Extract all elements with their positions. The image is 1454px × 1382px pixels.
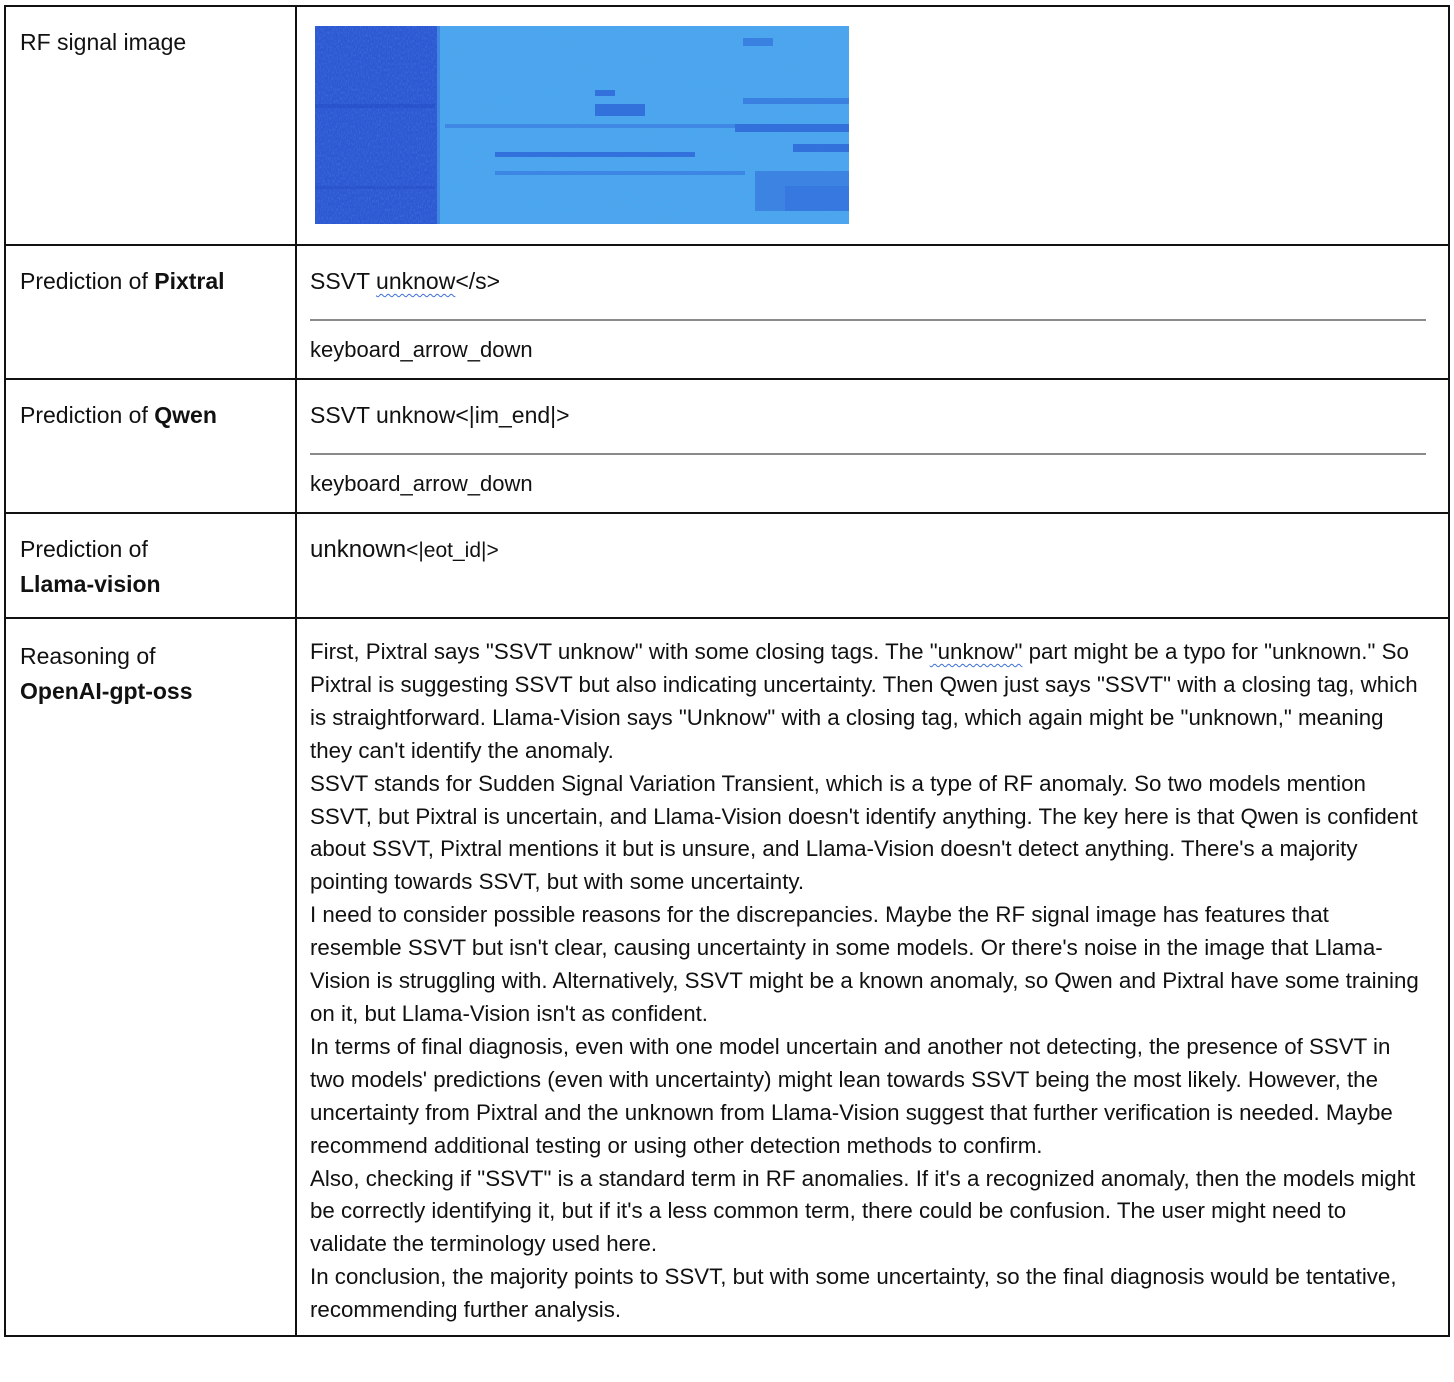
content-cell xyxy=(296,6,1449,245)
row-qwen xyxy=(5,379,1449,513)
reasoning-paragraph: I need to consider possible reasons for the discrepancies. Maybe the RF signal image has features that resemble SSVT but isn't clear, causing uncertainty in some models. Or there's noise in the image that Llama-Vision is struggling with. Alternatively, SSVT might be a known anomaly, so Qwen and Pixtral have some training on it, but Llama-Vision isn't as confident. xyxy=(310,902,1419,1026)
spellcheck-word: "unknow" xyxy=(929,639,1023,664)
keyboard-arrow-down-toggle[interactable]: keyboard_arrow_down xyxy=(310,337,533,362)
pixtral-prediction xyxy=(310,246,1426,299)
label-cell xyxy=(5,245,296,379)
llama-prediction xyxy=(310,514,1426,568)
label-cell xyxy=(5,6,296,245)
reasoning-paragraph: SSVT stands for Sudden Signal Variation Transient, which is a type of RF anomaly. So two models mention SSVT, but Pixtral is uncertain, and Llama-Vision doesn't identify anything. The key here is that Qwen is confident about SSVT, Pixtral mentions it but is unsure, and Llama-Vision doesn't detect anything. There's a majority pointing towards SSVT, but with some uncertainty. xyxy=(310,770,1418,895)
label-cell xyxy=(5,618,296,1336)
row-openai-reasoning xyxy=(5,618,1449,1336)
keyboard-arrow-down-toggle[interactable]: keyboard_arrow_down xyxy=(310,471,533,496)
row-rf-image xyxy=(5,6,1449,245)
label-prefix: Prediction of xyxy=(20,536,148,562)
qwen-label xyxy=(6,380,295,433)
rf-image-label: RF signal image xyxy=(20,29,187,55)
openai-label xyxy=(6,619,295,709)
content-cell xyxy=(296,513,1449,618)
reasoning-paragraph: Also, checking if "SSVT" is a standard term in RF anomalies. If it's a recognized anomaly, then the models might be correctly identifying it, but if it's a less common term, there could be confusion. The user might need to validate the terminology used here. xyxy=(310,1165,1416,1257)
row-llama-vision xyxy=(5,513,1449,618)
llama-label xyxy=(6,514,295,602)
content-cell xyxy=(296,379,1449,513)
reasoning-paragraph xyxy=(310,636,1426,768)
label-prefix: Prediction of xyxy=(20,402,155,428)
reasoning-paragraph: In conclusion, the majority points to SSVT, but with some uncertainty, so the final diagnosis would be tentative, recommending further analysis. xyxy=(310,1264,1397,1323)
comparison-table xyxy=(4,5,1450,1337)
model-name: Llama-vision xyxy=(20,571,161,597)
label-cell xyxy=(5,379,296,513)
reasoning-paragraph: In terms of final diagnosis, even with one model uncertain and another not detecting, the presence of SSVT in two models' predictions (even with uncertainty) might lean towards SSVT being the most likely. However, the uncertainty from Pixtral and the unknown from Llama-Vision suggest that further verification is needed. Maybe recommend additional testing or using other detection methods to confirm. xyxy=(310,1033,1393,1158)
label-cell xyxy=(5,513,296,618)
content-cell xyxy=(296,618,1449,1336)
row-pixtral xyxy=(5,245,1449,379)
prediction-tag: </s> xyxy=(455,268,501,294)
rf-spectrogram-image xyxy=(315,26,849,224)
content-cell xyxy=(296,245,1449,379)
qwen-prediction: SSVT unknow<|im_end|> xyxy=(310,402,570,428)
reasoning-text xyxy=(310,619,1426,1335)
prediction-tag: <|eot_id|> xyxy=(406,539,499,562)
model-name: OpenAI-gpt-oss xyxy=(20,678,193,704)
text-run: part might be a typo for "unknown." So Pixtral is suggesting SSVT but also indicating uncertainty. Then Qwen just says "SSVT" with a closing tag, which is straightforward. Llama-Vision says "Unknow" with a closing tag, which again might be "unknown," meaning they can't identify the anomaly. xyxy=(310,639,1418,763)
prediction-text: unknown xyxy=(310,536,407,563)
model-name: Qwen xyxy=(154,402,217,428)
prediction-text: SSVT xyxy=(310,268,377,294)
label-prefix: Reasoning of xyxy=(20,643,156,669)
text-run: First, Pixtral says "SSVT unknow" with some closing tags. The xyxy=(310,639,930,664)
pixtral-label xyxy=(6,246,295,299)
model-name: Pixtral xyxy=(154,268,225,294)
rf-image-wrap xyxy=(297,7,1448,241)
spellcheck-word: unknow xyxy=(376,268,456,294)
label-prefix: Prediction of xyxy=(20,268,155,294)
